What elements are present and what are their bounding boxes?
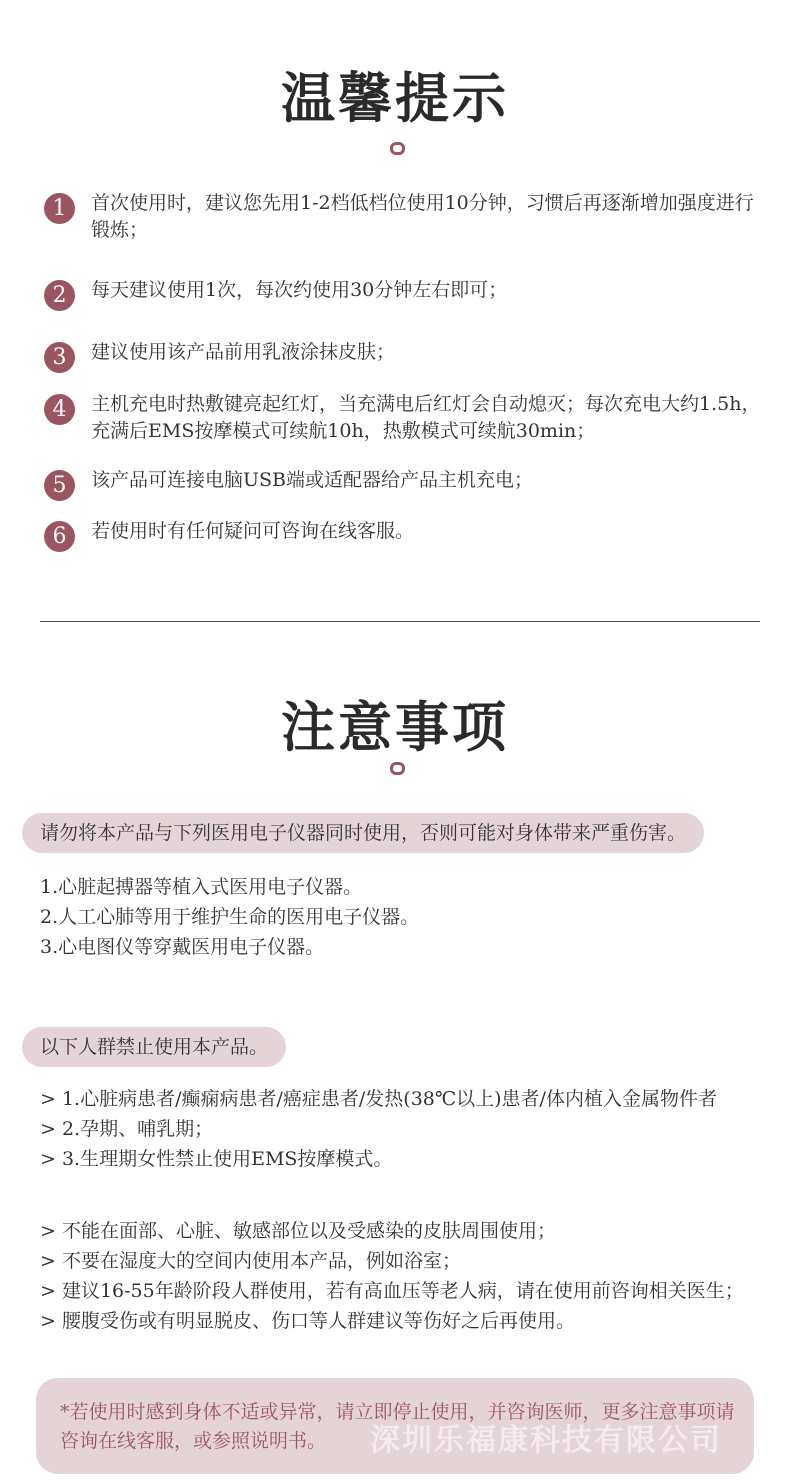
device-list [40, 872, 770, 962]
tip-number-badge: 1 [44, 193, 75, 224]
warning-pill: 请勿将本产品与下列医用电子仪器同时使用，否则可能对身体带来严重伤害。 [22, 813, 704, 853]
tip-text: 建议使用该产品前用乳液涂抹皮肤； [91, 341, 396, 363]
tip-text: 每天建议使用1次，每次约使用30分钟左右即可； [91, 279, 508, 301]
tip-number-badge: 6 [44, 521, 75, 552]
usage-warnings-list [40, 1216, 770, 1336]
list-item: > 不要在湿度大的空间内使用本产品，例如浴室； [40, 1250, 461, 1272]
list-item: > 1.心脏病患者/癫痫病患者/癌症患者/发热(38℃以上)患者/体内植入金属物件者 [40, 1088, 717, 1110]
tip-number-badge: 2 [44, 280, 75, 311]
tip-text: 首次使用时，建议您先用1-2档低档位使用10分钟，习惯后再逐渐增加强度进行锻炼； [91, 192, 754, 241]
ring-ornament-icon [390, 142, 405, 155]
tip-text: 主机充电时热敷键亮起红灯，当充满电后红灯会自动熄灭；每次充电大约1.5h，充满后EMS按摩模式可续航10h，热敷模式可续航30min； [91, 393, 761, 442]
tip-number-badge: 5 [44, 470, 75, 501]
tip-number-badge: 3 [44, 342, 75, 373]
list-item: > 腰腹受伤或有明显脱皮、伤口等人群建议等伤好之后再使用。 [40, 1310, 575, 1332]
tip-number-badge: 4 [44, 394, 75, 425]
list-item: > 3.生理期女性禁止使用EMS按摩模式。 [40, 1148, 393, 1170]
section-divider [40, 621, 760, 622]
notice-text: *若使用时感到身体不适或异常，请立即停止使用，并咨询医师，更多注意事项请咨询在线客服，或参照说明书。 [60, 1401, 735, 1452]
list-item: > 2.孕期、哺乳期； [40, 1118, 214, 1140]
tips-title: 温馨提示 [281, 66, 509, 130]
cautions-title: 注意事项 [281, 695, 509, 759]
list-item: 1.心脏起搏器等植入式医用电子仪器。 [40, 876, 363, 898]
list-item: 3.心电图仪等穿戴医用电子仪器。 [40, 936, 325, 958]
tip-text: 若使用时有任何疑问可咨询在线客服。 [91, 520, 415, 542]
prohibited-list [40, 1084, 770, 1174]
list-item: > 不能在面部、心脏、敏感部位以及受感染的皮肤周围使用； [40, 1220, 556, 1242]
prohibited-pill: 以下人群禁止使用本产品。 [22, 1027, 286, 1067]
tip-text: 该产品可连接电脑USB端或适配器给产品主机充电； [91, 469, 533, 491]
ring-ornament-icon [390, 762, 405, 775]
company-watermark: 深圳乐福康科技有限公司 [370, 1423, 722, 1458]
list-item: > 建议16-55年龄阶段人群使用，若有高血压等老人病，请在使用前咨询相关医生； [40, 1280, 744, 1302]
list-item: 2.人工心肺等用于维护生命的医用电子仪器。 [40, 906, 420, 928]
